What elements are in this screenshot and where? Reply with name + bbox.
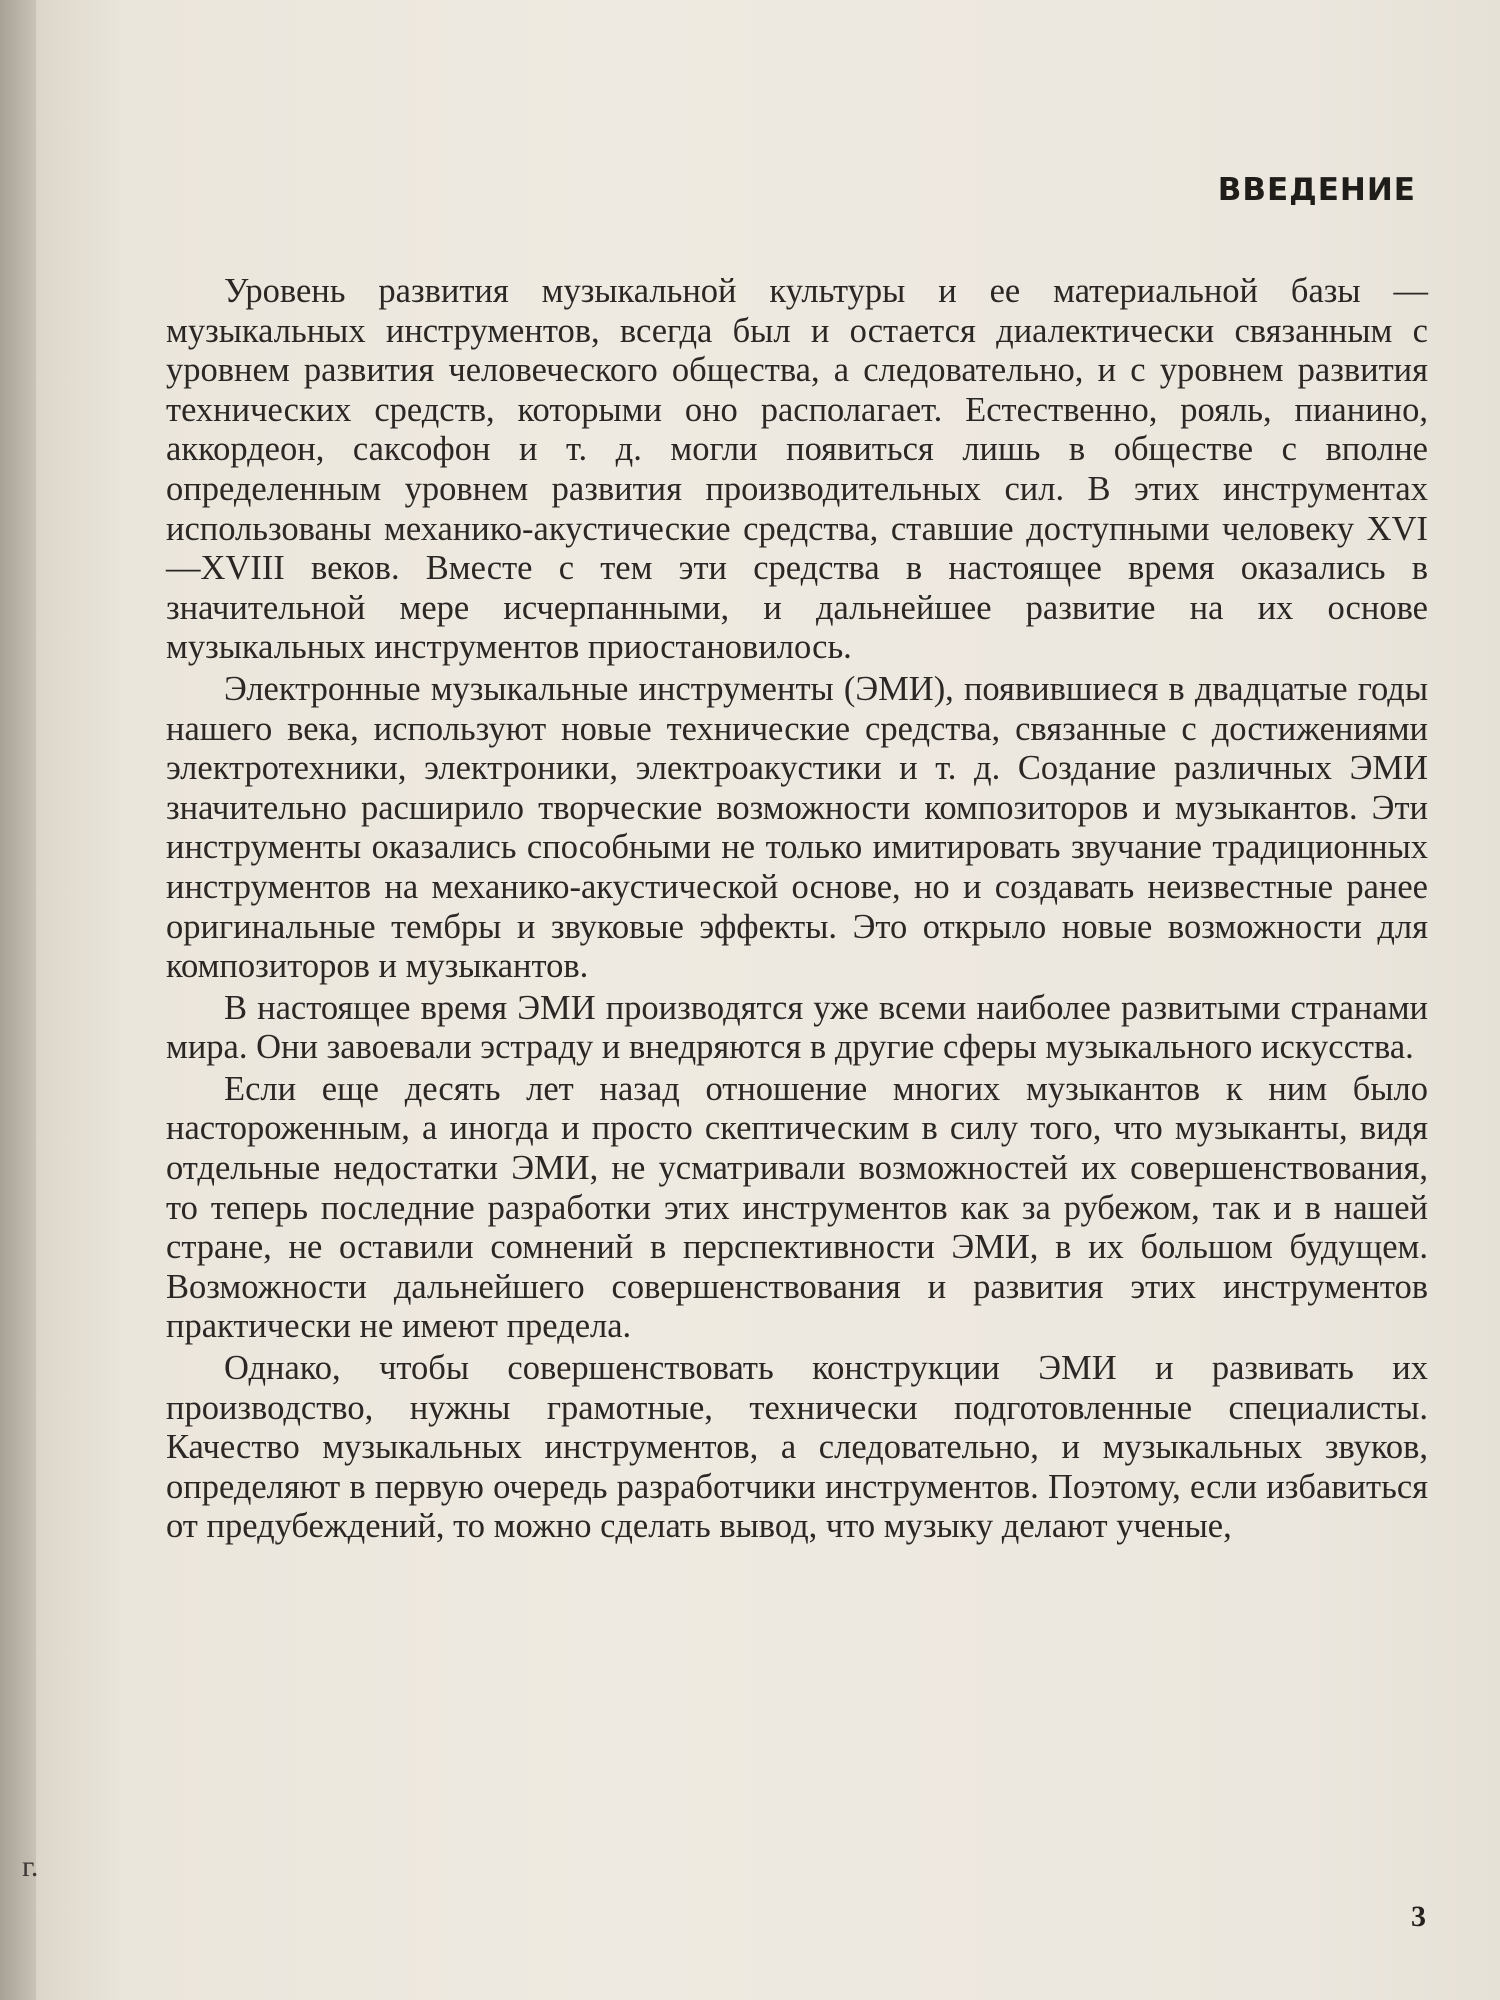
chapter-heading: ВВЕДЕНИЕ [1217,172,1416,208]
page-number: 3 [1411,1900,1426,1933]
paragraph-5: Однако, чтобы совершенствовать конструкции ЭМИ и развивать их производство, нужны грамотные, технически подготовленные специалисты. Качество музыкальных инструментов, а следовательно, и музыкальных звуков, определяют в первую очередь разработчики инструментов. Поэтому, если избавиться от предубеждений, то можно сделать вывод, что музыку делают ученые, [166,1349,1428,1546]
paragraph-2: Электронные музыкальные инструменты (ЭМИ), появившиеся в двадцатые годы нашего века, используют новые технические средства, связанные с достижениями электротехники, электроники, электроакустики и т. д. Создание различных ЭМИ значительно расширило творческие возможности композиторов и музыкантов. Эти инструменты оказались способными не только имитировать звучание традиционных инструментов на механико-акустической основе, но и создавать неизвестные ранее оригинальные тембры и звуковые эффекты. Это открыло новые возможности для композиторов и музыкантов. [166,669,1428,986]
paragraph-4: Если еще десять лет назад отношение многих музыкантов к ним было настороженным, а иногда и просто скептическим в силу того, что музыканты, видя отдельные недостатки ЭМИ, не усматривали возможностей их совершенствования, то теперь последние разработки этих инструментов как за рубежом, так и в нашей стране, не оставили сомнений в перспективности ЭМИ, в их большом будущем. Возможности дальнейшего совершенствования и развития этих инструментов практически не имеют предела. [166,1069,1428,1346]
paragraph-3: В настоящее время ЭМИ производятся уже всеми наиболее развитыми странами мира. Они завоевали эстраду и внедряются в другие сферы музыкального искусства. [166,988,1428,1067]
book-gutter [0,0,39,2000]
paragraph-1: Уровень развития музыкальной культуры и ее материальной базы — музыкальных инструментов, всегда был и остается диалектически связанным с уровнем развития человеческого общества, а следовательно, и с уровнем развития технических средств, которыми оно располагает. Естественно, рояль, пианино, аккордеон, саксофон и т. д. могли появиться лишь в обществе с вполне определенным уровнем развития производительных сил. В этих инструментах использованы механико-акустические средства, ставшие доступными человеку XVI—XVIII веков. Вместе с тем эти средства в настоящее время оказались в значительной мере исчерпанными, и дальнейшее развитие на их основе музыкальных инструментов приостановилось. [166,272,1428,667]
margin-note: г. [22,1850,39,1883]
chapter-body [166,272,1428,1547]
